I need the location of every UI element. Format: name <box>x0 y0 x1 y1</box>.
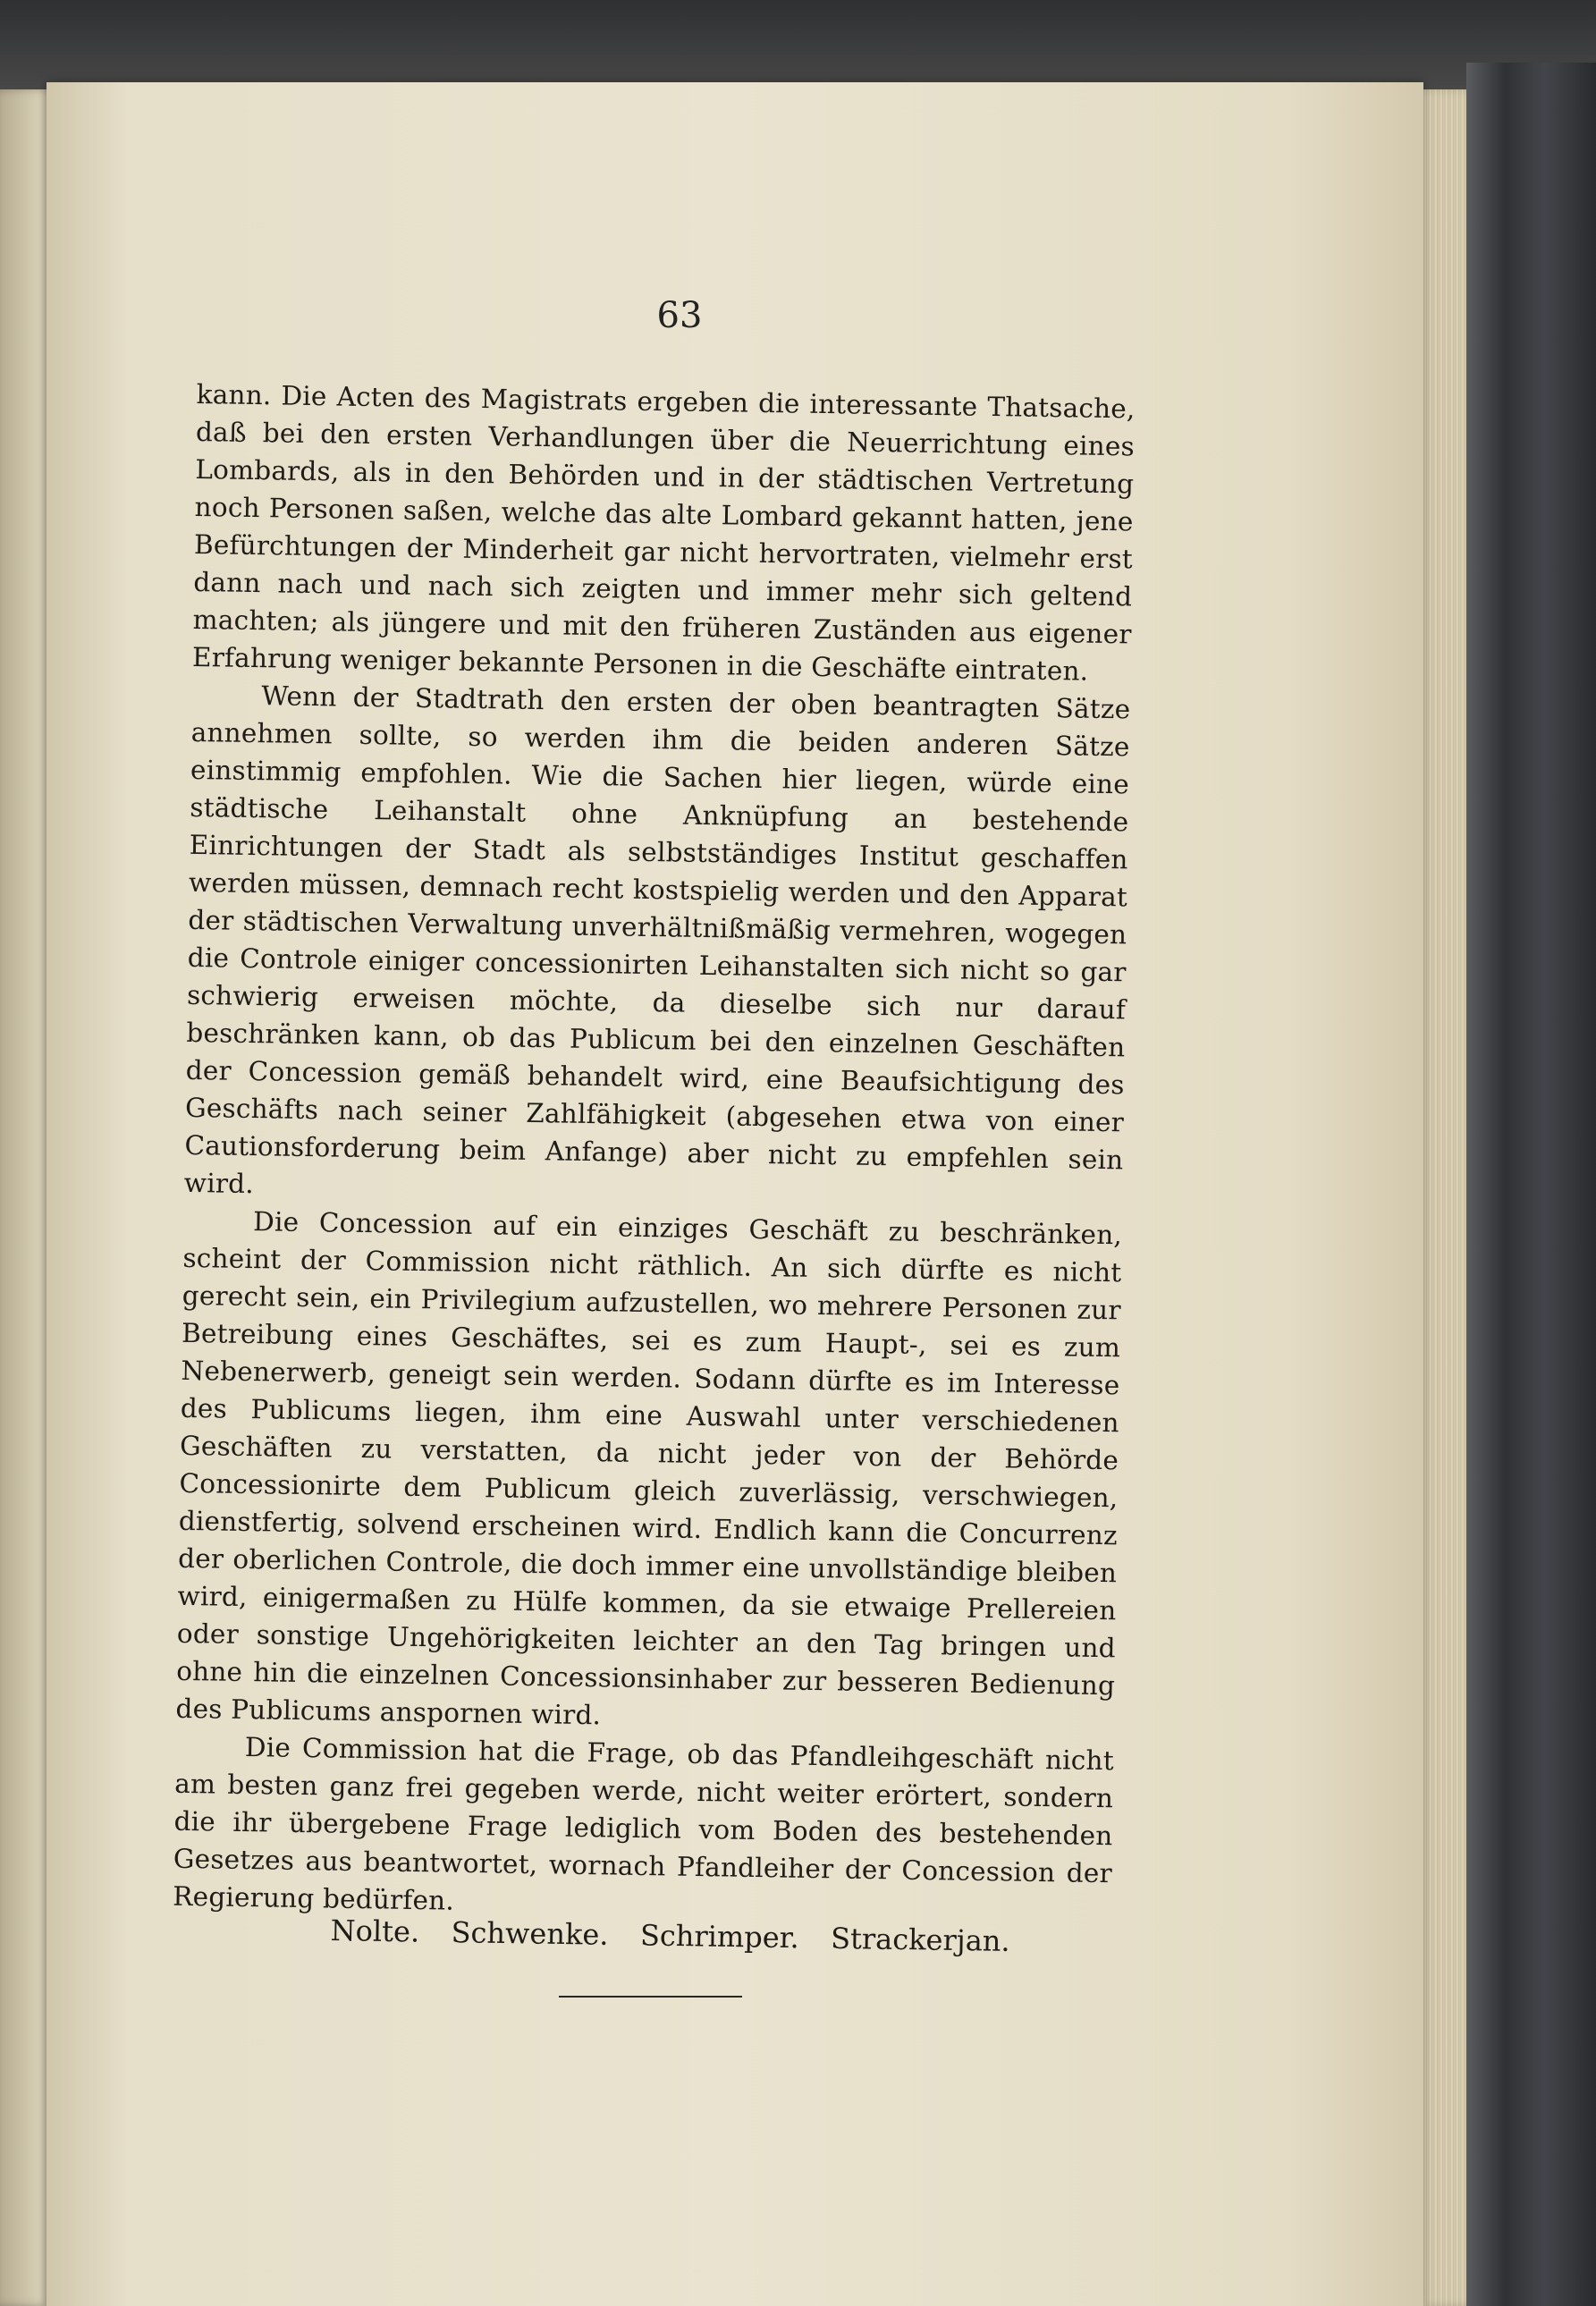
signature-nolte: Nolte. <box>330 1913 420 1949</box>
paragraph-3: Die Concession auf ein einziges Geschäft zu beschränken, scheint der Commission nicht räthlich. An sich dürfte es nicht gerecht sein, ein Privilegium aufzustellen, wo mehrere Personen zur Betreibung eines Geschäftes, sei es zum Haupt-, sei es zum Nebenerwerb, geneigt sein werden. Sodann dürfte es im Interesse des Publicums liegen, ihm eine Auswahl unter verschiedenen Geschäften zu verstatten, da nicht jeder von der Behörde Concessionirte dem Publicum gleich zuverlässig, verschwiegen, dienstfertig, solvend erscheinen wird. Endlich kann die Concurrenz der oberlichen Controle, die doch immer eine unvollständige bleiben wird, einigermaßen zu Hülfe kommen, da sie etwaige Prellereien oder sonstige Ungehörigkeiten leichter an den Tag bringen und ohne hin die einzelnen Concessionsinhaber zur besseren Bedienung des Publicums anspornen wird. <box>175 1206 1123 1731</box>
signature-schrimper: Schrimper. <box>639 1918 799 1955</box>
closing-rule <box>559 1996 742 1998</box>
page-number: 63 <box>656 295 703 336</box>
paragraph-2: Wenn der Stadtrath den ersten der oben beantragten Sätze annehmen sollte, so werden ihm die beiden anderen Sätze einstimmig empfohlen. Wie die Sachen hier liegen, würde eine städtische Leihanstalt ohne Anknüpfung an bestehende Einrichtungen der Stadt als selbstständiges Institut geschaffen werden müssen, demnach recht kostspielig werden und den Apparat der städtischen Verwaltung unverhältnißmäßig vermehren, wogegen die Controle einiger concessionirten Leihanstalten sich nicht so gar schwierig erweisen möchte, da dieselbe sich nur darauf beschränken kann, ob das Publicum bei den einzelnen Geschäften der Concession gemäß behandelt wird, eine Beaufsichtigung des Geschäfts nach seiner Zahlfähigkeit (abgesehen etwa von einer Cautionsforderung beim Anfange) aber nicht zu empfehlen sein wird. <box>183 680 1131 1200</box>
paragraph-1: kann. Die Acten des Magistrats ergeben die interessante Thatsache, daß bei den ersten Verhandlungen über die Neuerrichtung eines Lombards, als in den Behörden und in der städtischen Vertretung noch Personen saßen, welche das alte Lombard gekannt hatten, jene Befürchtungen der Minderheit gar nicht hervortraten, vielmehr erst dann nach und nach sich zeigten und immer mehr sich geltend machten; als jüngere und mit den früheren Zuständen aus eigener Erfahrung weniger bekannte Personen in die Geschäfte eintraten. <box>191 378 1136 687</box>
paragraph-4: Die Commission hat die Frage, ob das Pfandleihgeschäft nicht am besten ganz frei gegeben werde, nicht weiter erörtert, sondern die ihr übergebene Frage lediglich vom Boden des bestehenden Gesetzes aus beantwortet, wornach Pfandleiher der Concession der Regierung bedürfen. <box>173 1732 1115 1916</box>
page-body-text <box>173 376 1136 1930</box>
signature-strackerjan: Strackerjan. <box>830 1921 1010 1958</box>
signature-schwenke: Schwenke. <box>451 1915 609 1952</box>
book-cover-spine <box>1466 63 1596 2306</box>
